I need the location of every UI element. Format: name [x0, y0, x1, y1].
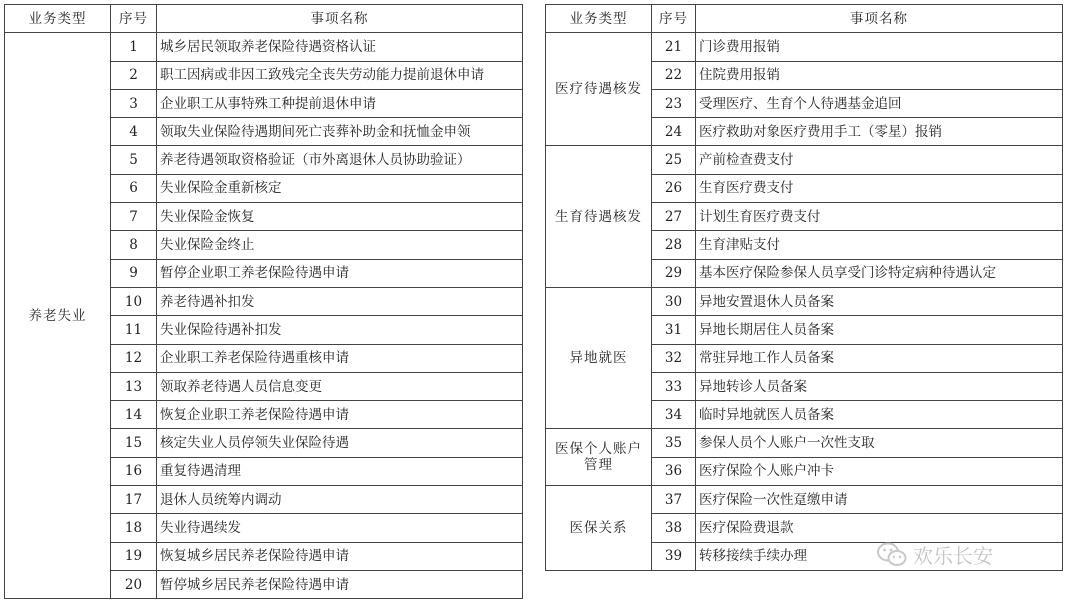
item-name: 恢复城乡居民养老保险待遇申请: [157, 542, 523, 570]
item-number: 2: [111, 61, 157, 89]
item-number: 21: [652, 33, 696, 61]
item-name: 失业保险金恢复: [157, 203, 523, 231]
table-row: [546, 146, 1063, 174]
item-number: 36: [652, 457, 696, 485]
item-number: 32: [652, 344, 696, 372]
item-number: 28: [652, 231, 696, 259]
item-number: 14: [111, 401, 157, 429]
item-name: 门诊费用报销: [696, 33, 1063, 61]
item-name: 医疗救助对象医疗费用手工（零星）报销: [696, 118, 1063, 146]
item-number: 20: [111, 570, 157, 598]
category-cell: 异地就医: [546, 287, 652, 428]
item-number: 9: [111, 259, 157, 287]
item-name: 养老待遇领取资格验证（市外离退休人员协助验证）: [157, 146, 523, 174]
watermark: [877, 540, 993, 569]
item-name: 领取失业保险待遇期间死亡丧葬补助金和抚恤金申领: [157, 118, 523, 146]
item-number: 39: [652, 542, 696, 570]
item-number: 35: [652, 429, 696, 457]
item-name: 企业职工养老保险待遇重核申请: [157, 344, 523, 372]
item-number: 4: [111, 118, 157, 146]
category-cell: 医保关系: [546, 486, 652, 571]
item-name: 医疗保险个人账户冲卡: [696, 457, 1063, 485]
item-name: 参保人员个人账户一次性支取: [696, 429, 1063, 457]
item-name: 企业职工从事特殊工种提前退休申请: [157, 89, 523, 117]
table-header-row: [546, 5, 1063, 33]
table-row: [5, 33, 523, 61]
item-name: 城乡居民领取养老保险待遇资格认证: [157, 33, 523, 61]
item-name: 医疗保险费退款: [696, 514, 1063, 542]
item-number: 3: [111, 89, 157, 117]
item-number: 37: [652, 486, 696, 514]
header-category: 业务类型: [546, 5, 652, 33]
item-number: 11: [111, 316, 157, 344]
item-name: 重复待遇清理: [157, 457, 523, 485]
left-table-body: [5, 33, 523, 599]
item-number: 38: [652, 514, 696, 542]
header-number: 序号: [111, 5, 157, 33]
item-name: 失业保险金终止: [157, 231, 523, 259]
item-name: 受理医疗、生育个人待遇基金追回: [696, 89, 1063, 117]
item-number: 18: [111, 514, 157, 542]
item-name: 常驻异地工作人员备案: [696, 344, 1063, 372]
item-number: 19: [111, 542, 157, 570]
item-number: 15: [111, 429, 157, 457]
item-number: 23: [652, 89, 696, 117]
item-name: 住院费用报销: [696, 61, 1063, 89]
item-number: 27: [652, 203, 696, 231]
item-name: 核定失业人员停领失业保险待遇: [157, 429, 523, 457]
item-name: 失业待遇续发: [157, 514, 523, 542]
item-name: 生育医疗费支付: [696, 174, 1063, 202]
item-name: 异地转诊人员备案: [696, 372, 1063, 400]
right-table-body: [546, 33, 1063, 571]
item-name: 退休人员统筹内调动: [157, 486, 523, 514]
item-number: 16: [111, 457, 157, 485]
category-cell: 养老失业: [5, 33, 111, 599]
item-name: 异地长期居住人员备案: [696, 316, 1063, 344]
item-number: 29: [652, 259, 696, 287]
header-name: 事项名称: [696, 5, 1063, 33]
item-name: 失业保险金重新核定: [157, 174, 523, 202]
item-name: 计划生育医疗费支付: [696, 203, 1063, 231]
header-name: 事项名称: [157, 5, 523, 33]
left-services-table: [4, 4, 523, 599]
wechat-icon: [877, 542, 907, 568]
item-name: 领取养老待遇人员信息变更: [157, 372, 523, 400]
item-name: 职工因病或非因工致残完全丧失劳动能力提前退休申请: [157, 61, 523, 89]
item-name: 生育津贴支付: [696, 231, 1063, 259]
table-row: [546, 287, 1063, 315]
item-name: 养老待遇补扣发: [157, 287, 523, 315]
item-number: 17: [111, 486, 157, 514]
table-header-row: [5, 5, 523, 33]
right-services-table: [545, 4, 1063, 571]
item-number: 7: [111, 203, 157, 231]
item-number: 12: [111, 344, 157, 372]
watermark-text: 欢乐长安: [913, 544, 993, 568]
item-name: 产前检查费支付: [696, 146, 1063, 174]
item-number: 30: [652, 287, 696, 315]
item-number: 26: [652, 174, 696, 202]
item-number: 6: [111, 174, 157, 202]
item-number: 33: [652, 372, 696, 400]
item-name: 失业保险待遇补扣发: [157, 316, 523, 344]
item-number: 5: [111, 146, 157, 174]
item-name: 暂停企业职工养老保险待遇申请: [157, 259, 523, 287]
table-row: [546, 429, 1063, 457]
item-number: 24: [652, 118, 696, 146]
item-name: 临时异地就医人员备案: [696, 401, 1063, 429]
header-category: 业务类型: [5, 5, 111, 33]
item-number: 13: [111, 372, 157, 400]
item-number: 1: [111, 33, 157, 61]
item-number: 34: [652, 401, 696, 429]
category-cell: 医疗待遇核发: [546, 33, 652, 146]
item-name: 医疗保险一次性趸缴申请: [696, 486, 1063, 514]
table-row: [546, 486, 1063, 514]
header-number: 序号: [652, 5, 696, 33]
item-name: 异地安置退休人员备案: [696, 287, 1063, 315]
item-number: 25: [652, 146, 696, 174]
item-number: 22: [652, 61, 696, 89]
item-name: 基本医疗保险参保人员享受门诊特定病种待遇认定: [696, 259, 1063, 287]
item-name: 恢复企业职工养老保险待遇申请: [157, 401, 523, 429]
category-cell: 生育待遇核发: [546, 146, 652, 287]
category-cell: 医保个人账户管理: [546, 429, 652, 486]
item-name: 暂停城乡居民养老保险待遇申请: [157, 570, 523, 598]
item-name: 转移接续手续办理: [696, 542, 1063, 570]
table-row: [546, 33, 1063, 61]
item-number: 8: [111, 231, 157, 259]
item-number: 31: [652, 316, 696, 344]
item-number: 10: [111, 287, 157, 315]
